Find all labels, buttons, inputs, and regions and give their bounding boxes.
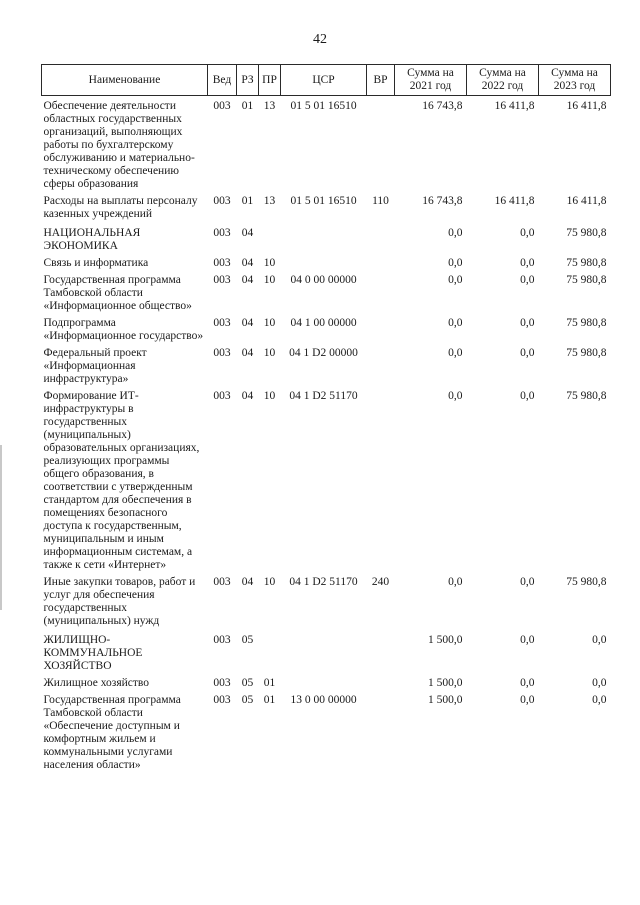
row-sum-2022-cell: 0,0 xyxy=(520,317,535,329)
row-sum-2023-cell: 75 980,8 xyxy=(566,227,607,239)
row-vr-cell xyxy=(367,386,395,572)
column-header-csr: ЦСР xyxy=(281,65,367,96)
table-row xyxy=(42,343,611,386)
row-sum-2022-cell: 0,0 xyxy=(520,694,535,706)
table-row xyxy=(42,673,611,690)
row-rz-cell: 04 xyxy=(241,274,254,286)
row-ved-cell: 003 xyxy=(213,274,231,286)
table-row xyxy=(42,96,611,192)
row-vr-cell xyxy=(367,673,395,690)
row-csr-cell: 04 1 D2 51170 xyxy=(289,390,358,402)
row-sum-2023-cell: 0,0 xyxy=(592,634,607,646)
row-name-cell: Подпрограмма «Информационное государство» xyxy=(43,317,204,342)
column-header-vr: ВР xyxy=(367,65,395,96)
row-sum-2021-cell: 0,0 xyxy=(448,347,463,359)
table-row xyxy=(42,313,611,343)
row-sum-2021-cell: 0,0 xyxy=(448,274,463,286)
row-sum-2022-cell: 16 411,8 xyxy=(494,100,535,112)
row-vr-cell xyxy=(367,690,395,772)
row-csr-cell: 04 1 D2 00000 xyxy=(289,347,358,359)
row-vr-cell: 240 xyxy=(371,576,390,588)
row-sum-2022-cell: 0,0 xyxy=(520,390,535,402)
row-sum-2023-cell: 75 980,8 xyxy=(566,347,607,359)
row-vr-cell xyxy=(367,221,395,253)
column-header-ved: Вед xyxy=(208,65,237,96)
row-vr-cell xyxy=(367,253,395,270)
row-name-cell: Формирование ИТ-инфраструктуры в государственных (муниципальных) образовательных организациях, реализующих программы общего образования, в соответствии с утвержденным стандартом для обеспечения в помещениях безопасного доступа к государственным, муниципальным и иным информационным системам, а также к сети «Интернет» xyxy=(43,390,200,571)
table-header-row xyxy=(42,65,611,96)
row-name-cell: ЖИЛИЩНО-КОММУНАЛЬНОЕ ХОЗЯЙСТВО xyxy=(43,634,143,672)
row-sum-2021-cell: 1 500,0 xyxy=(428,677,463,689)
row-name-cell: Государственная программа Тамбовской области «Обеспечение доступным и комфортным жильем и коммунальными услугами населения области» xyxy=(43,694,181,771)
row-vr-cell: 110 xyxy=(372,195,389,207)
row-vr-cell xyxy=(367,270,395,313)
row-ved-cell: 003 xyxy=(213,576,231,588)
table-row xyxy=(42,572,611,628)
row-csr-cell xyxy=(281,628,367,673)
row-vr-cell xyxy=(367,313,395,343)
row-csr-cell: 04 1 00 00000 xyxy=(290,317,357,329)
row-pr-cell: 10 xyxy=(263,274,276,286)
row-sum-2023-cell: 75 980,8 xyxy=(566,257,607,269)
row-pr-cell: 10 xyxy=(263,257,276,269)
row-sum-2021-cell: 0,0 xyxy=(448,257,463,269)
row-ved-cell: 003 xyxy=(213,100,231,112)
row-csr-cell: 04 1 D2 51170 xyxy=(289,576,358,588)
row-ved-cell: 003 xyxy=(213,694,231,706)
row-csr-cell: 04 0 00 00000 xyxy=(290,274,357,286)
row-ved-cell: 003 xyxy=(213,227,231,239)
row-rz-cell: 04 xyxy=(241,257,254,269)
row-name-cell: Жилищное хозяйство xyxy=(43,677,150,689)
table-row xyxy=(42,270,611,313)
row-csr-cell: 01 5 01 16510 xyxy=(290,100,357,112)
row-sum-2023-cell: 75 980,8 xyxy=(566,274,607,286)
row-sum-2021-cell: 0,0 xyxy=(448,317,463,329)
row-name-cell: Связь и информатика xyxy=(43,257,149,269)
row-pr-cell: 10 xyxy=(263,390,276,402)
row-name-cell: Обеспечение деятельности областных государственных организаций, выполняющих работы по бухгалтерскому обслуживанию и материально-техническому обеспечению сферы образования xyxy=(43,100,195,190)
column-header-sum-2021: Сумма на 2021 год xyxy=(395,65,467,96)
row-csr-cell: 13 0 00 00000 xyxy=(290,694,357,706)
row-ved-cell: 003 xyxy=(213,317,231,329)
column-header-sum-2023: Сумма на 2023 год xyxy=(539,65,611,96)
row-rz-cell: 05 xyxy=(241,677,254,689)
row-pr-cell xyxy=(259,628,281,673)
row-pr-cell xyxy=(259,221,281,253)
column-header-pr: ПР xyxy=(259,65,281,96)
row-vr-cell xyxy=(367,628,395,673)
row-sum-2023-cell: 75 980,8 xyxy=(566,317,607,329)
row-rz-cell: 01 xyxy=(241,195,254,207)
row-csr-cell: 01 5 01 16510 xyxy=(290,195,357,207)
column-header-sum-2022: Сумма на 2022 год xyxy=(467,65,539,96)
row-sum-2022-cell: 0,0 xyxy=(520,274,535,286)
row-vr-cell xyxy=(367,96,395,192)
row-sum-2023-cell: 75 980,8 xyxy=(566,576,607,588)
column-header-name: Наименование xyxy=(42,65,208,96)
row-rz-cell: 04 xyxy=(241,347,254,359)
row-rz-cell: 04 xyxy=(241,390,254,402)
row-sum-2022-cell: 0,0 xyxy=(520,257,535,269)
row-sum-2022-cell: 0,0 xyxy=(520,677,535,689)
row-rz-cell: 01 xyxy=(241,100,254,112)
row-ved-cell: 003 xyxy=(213,347,231,359)
row-sum-2021-cell: 0,0 xyxy=(448,227,463,239)
scan-margin-mark xyxy=(0,445,2,610)
row-name-cell: Федеральный проект «Информационная инфраструктура» xyxy=(43,347,147,385)
row-rz-cell: 04 xyxy=(241,576,254,588)
row-name-cell: Расходы на выплаты персоналу казенных учреждений xyxy=(43,195,198,220)
row-sum-2021-cell: 1 500,0 xyxy=(428,694,463,706)
row-sum-2021-cell: 1 500,0 xyxy=(428,634,463,646)
row-sum-2021-cell: 0,0 xyxy=(448,576,463,588)
page-number: 42 xyxy=(313,32,327,47)
row-sum-2023-cell: 0,0 xyxy=(592,694,607,706)
row-name-cell: Иные закупки товаров, работ и услуг для обеспечения государственных (муниципальных) нужд xyxy=(43,576,196,627)
row-pr-cell: 01 xyxy=(263,677,276,689)
row-sum-2021-cell: 0,0 xyxy=(448,390,463,402)
row-ved-cell: 003 xyxy=(213,257,231,269)
row-sum-2022-cell: 0,0 xyxy=(520,634,535,646)
row-name-cell: Государственная программа Тамбовской области «Информационное общество» xyxy=(43,274,192,312)
table-body xyxy=(42,96,611,773)
row-vr-cell xyxy=(367,343,395,386)
row-sum-2021-cell: 16 743,8 xyxy=(422,100,463,112)
budget-table xyxy=(41,64,611,772)
row-ved-cell: 003 xyxy=(213,677,231,689)
row-pr-cell: 10 xyxy=(263,347,276,359)
row-sum-2021-cell: 16 743,8 xyxy=(422,195,463,207)
row-pr-cell: 13 xyxy=(263,195,276,207)
row-sum-2023-cell: 75 980,8 xyxy=(566,390,607,402)
row-pr-cell: 10 xyxy=(263,576,276,588)
row-sum-2023-cell: 16 411,8 xyxy=(566,100,607,112)
row-ved-cell: 003 xyxy=(213,390,231,402)
column-header-rz: РЗ xyxy=(237,65,259,96)
row-csr-cell xyxy=(281,221,367,253)
table-row xyxy=(42,253,611,270)
row-sum-2023-cell: 16 411,8 xyxy=(566,195,607,207)
table-row xyxy=(42,690,611,772)
row-sum-2022-cell: 16 411,8 xyxy=(494,195,535,207)
row-rz-cell: 04 xyxy=(241,227,254,239)
row-sum-2022-cell: 0,0 xyxy=(520,227,535,239)
table-row xyxy=(42,221,611,253)
row-rz-cell: 05 xyxy=(241,694,254,706)
row-name-cell: НАЦИОНАЛЬНАЯ ЭКОНОМИКА xyxy=(43,227,141,252)
row-sum-2022-cell: 0,0 xyxy=(520,576,535,588)
row-ved-cell: 003 xyxy=(213,195,231,207)
row-pr-cell: 13 xyxy=(263,100,276,112)
table-row xyxy=(42,628,611,673)
row-sum-2022-cell: 0,0 xyxy=(520,347,535,359)
row-rz-cell: 04 xyxy=(241,317,254,329)
row-pr-cell: 01 xyxy=(263,694,276,706)
row-ved-cell: 003 xyxy=(213,634,231,646)
table-row xyxy=(42,386,611,572)
table-row xyxy=(42,191,611,221)
row-csr-cell xyxy=(281,253,367,270)
row-csr-cell xyxy=(281,673,367,690)
row-pr-cell: 10 xyxy=(263,317,276,329)
row-rz-cell: 05 xyxy=(241,634,254,646)
row-sum-2023-cell: 0,0 xyxy=(592,677,607,689)
